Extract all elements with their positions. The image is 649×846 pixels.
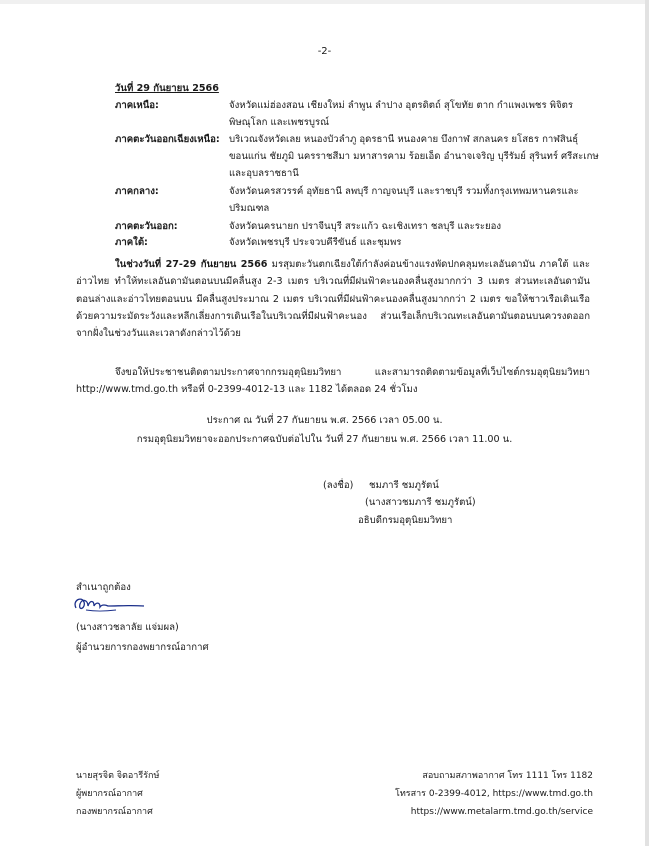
date-heading: วันที่ 29 กันยายน 2566 xyxy=(115,83,219,94)
region-south-text: จังหวัดเพชรบุรี ประจวบคีรีขันธ์ และชุมพร xyxy=(229,237,402,248)
footer-right-line-3: https://www.metalarm.tmd.go.th/service xyxy=(410,807,593,817)
region-north-text: จังหวัดแม่ฮ่องสอน เชียงใหม่ ลำพูน ลำปาง อุตรดิตถ์ สุโขทัย ตาก กำแพงเพชร พิจิตร พิษณุโลก และเพชรบูรณ์ xyxy=(229,100,573,128)
region-east-label: ภาคตะวันออก: xyxy=(115,221,178,232)
footer-left-line-2: ผู้พยากรณ์อากาศ xyxy=(76,789,143,799)
region-central-label: ภาคกลาง: xyxy=(115,186,159,197)
next-announcement-line: กรมอุตุนิยมวิทยาจะออกประกาศฉบับต่อไปใน วันที่ 27 กันยายน พ.ศ. 2566 เวลา 11.00 น. xyxy=(136,434,513,445)
signatory-position: อธิบดีกรมอุตุนิยมวิทยา xyxy=(358,515,453,526)
certifier-position: ผู้อำนวยการกองพยากรณ์อากาศ xyxy=(76,642,209,653)
certified-copy-label: สำเนาถูกต้อง xyxy=(76,582,131,593)
page-number: -2- xyxy=(317,46,332,57)
sea-warning-paragraph xyxy=(76,256,590,342)
footer-left-line-1: นายสุรจิต จิตอารีรักษ์ xyxy=(76,771,160,781)
footer-right-line-1: สอบถามสภาพอากาศ โทร 1111 โทร 1182 xyxy=(422,771,593,781)
footer-right-line-2: โทรสาร 0-2399-4012, https://www.tmd.go.th xyxy=(395,789,593,799)
page-top-edge xyxy=(0,0,649,4)
region-north-label: ภาคเหนือ: xyxy=(115,100,159,111)
contact-text: จึงขอให้ประชาชนติดตามประกาศจากกรมอุตุนิยมวิทยา และสามารถติดตามข้อมูลที่เว็บไซต์กรมอุตุนิยมวิทยา http://www.tmd.go.th หรือที่ 0-2399-4012-13 และ 1182 ได้ตลอด 24 ชั่วโมง xyxy=(76,367,590,396)
signed-name: ชมภารี ชมภูรัตน์ xyxy=(369,480,439,491)
sea-warning-text: มรสุมตะวันตกเฉียงใต้กำลังค่อนข้างแรงพัดปกคลุมทะเลอันดามัน ภาคใต้ และอ่าวไทย ทำให้ทะเลอันดามันตอนบนมีคลื่นสูง 2-3 เมตร บริเวณที่มีฝนฟ้าคะนองคลื่นสูงมากกว่า 3 เมตร ส่วนทะเลอันดามันตอนล่างและอ่าวไทยตอนบน มีคลื่นสูงประมาณ 2 เมตร บริเวณที่มีฝนฟ้าคะนองคลื่นสูงมากกว่า 2 เมตร ขอให้ชาวเรือเดินเรือด้วยความระมัดระวังและหลีกเลี่ยงการเดินเรือในบริเวณที่มีฝนฟ้าคะนอง ส่วนเรือเล็กบริเวณทะเลอันดามันตอนบนควรงดออกจากฝั่งในช่วงวันและเวลาดังกล่าวไว้ด้วย xyxy=(76,259,590,340)
sea-warning-lead: ในช่วงวันที่ 27-29 กันยายน 2566 xyxy=(115,259,268,270)
contact-paragraph xyxy=(76,364,590,399)
announce-line: ประกาศ ณ วันที่ 27 กันยายน พ.ศ. 2566 เวลา 05.00 น. xyxy=(206,415,443,426)
region-northeast-text: บริเวณจังหวัดเลย หนองบัวลำภู อุดรธานี หนองคาย บึงกาฬ สกลนคร ยโสธร กาฬสินธุ์ ขอนแก่น ชัยภูมิ นครราชสีมา มหาสารคาม ร้อยเอ็ด อำนาจเจริญ บุรีรัมย์ สุรินทร์ ศรีสะเกษ และอุบลราชธานี xyxy=(229,134,599,179)
signatory-full-name: (นางสาวชมภารี ชมภูรัตน์) xyxy=(365,497,476,508)
handwritten-signature xyxy=(68,594,148,616)
region-central-text: จังหวัดนครสวรรค์ อุทัยธานี ลพบุรี กาญจนบุรี และราชบุรี รวมทั้งกรุงเทพมหานครและปริมณฑล xyxy=(229,186,579,214)
region-south-label: ภาคใต้: xyxy=(115,237,148,248)
certifier-name: (นางสาวชลาลัย แจ่มผล) xyxy=(76,622,179,633)
region-northeast-label: ภาคตะวันออกเฉียงเหนือ: xyxy=(115,134,220,145)
region-east-text: จังหวัดนครนายก ปราจีนบุรี สระแก้ว ฉะเชิงเทรา ชลบุรี และระยอง xyxy=(229,221,502,232)
signed-prefix: (ลงชื่อ) xyxy=(323,480,354,491)
footer-left-line-3: กองพยากรณ์อากาศ xyxy=(76,807,153,817)
